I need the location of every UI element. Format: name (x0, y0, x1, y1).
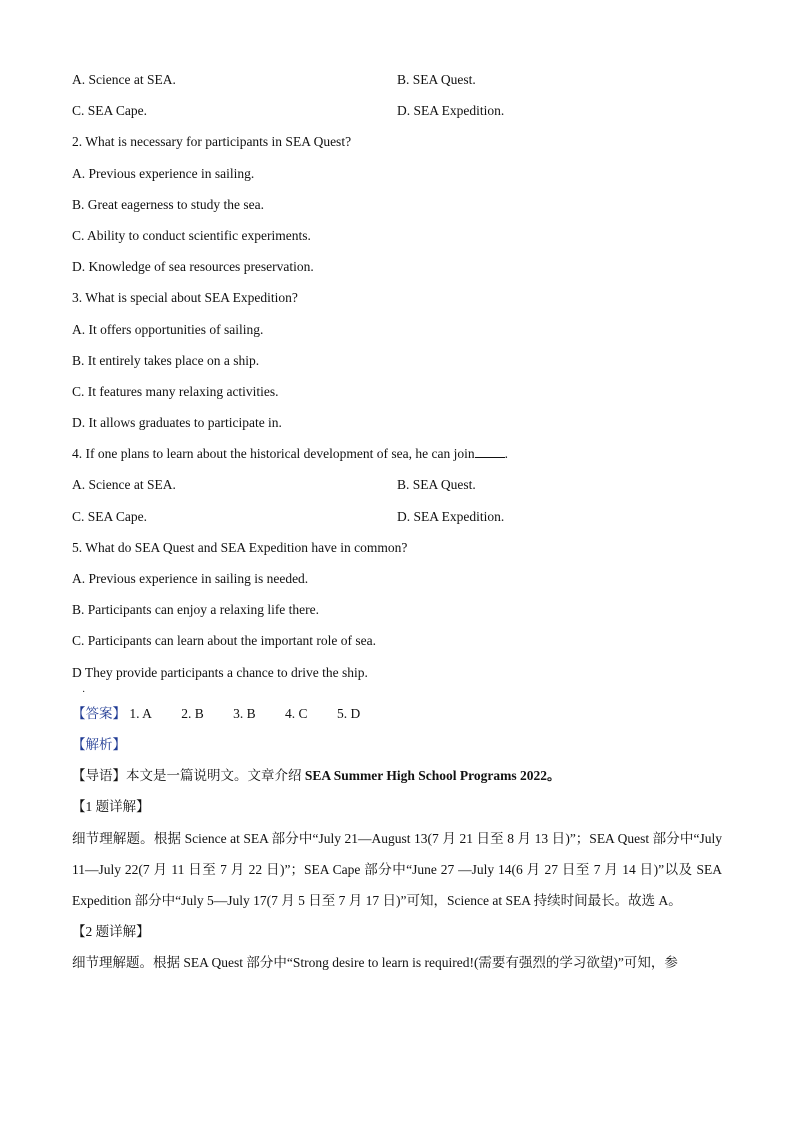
q5-option-d: D They provide participants a chance to drive the ship. (72, 664, 368, 680)
q3-option-c: C. It features many relaxing activities. (72, 383, 279, 399)
q2-question: 2. What is necessary for participants in SEA Quest? (72, 134, 352, 150)
stray-dot: · (82, 686, 86, 698)
q2-option-b: B. Great eagerness to study the sea. (72, 196, 264, 212)
q1-option-a: A. Science at SEA. (72, 72, 176, 87)
detail2-heading: 【2 题详解】 (72, 924, 150, 940)
answer-item-3: 3. B (233, 705, 256, 721)
detail1-heading: 【1 题详解】 (72, 799, 150, 815)
document-page (72, 64, 732, 979)
q4-question-text: 4. If one plans to learn about the historical development of sea, he can join (72, 446, 475, 462)
q1-options-row-1 (72, 64, 732, 95)
guide-text: 本文是一篇说明文。文章介绍 (126, 768, 305, 784)
analysis-heading (72, 729, 732, 760)
q3-option-b: B. It entirely takes place on a ship. (72, 352, 260, 368)
q3-question: 3. What is special about SEA Expedition? (72, 290, 298, 306)
detail2-paragraph: 细节理解题。根据 SEA Quest 部分中“Strong desire to learn is required!(需要有强烈的学习欲望)”可知，参 (72, 955, 678, 971)
q4-blank (475, 445, 505, 458)
q1-option-c: C. SEA Cape. (72, 103, 148, 119)
guide-tag: 【导语】 (72, 768, 126, 784)
q4-question-end: . (504, 446, 508, 462)
answer-tag: 【答案】 (72, 705, 126, 721)
q4-options-row-2 (72, 501, 732, 532)
q4-options-row-1 (72, 469, 732, 500)
q5-option-b: B. Participants can enjoy a relaxing life there. (72, 602, 320, 618)
q5-option-a: A. Previous experience in sailing is needed. (72, 571, 309, 586)
answer-item-2: 2. B (181, 705, 204, 721)
answer-line (72, 698, 732, 729)
q3-option-d: D. It allows graduates to participate in. (72, 415, 282, 431)
q4-option-b: B. SEA Quest. (397, 477, 476, 493)
answer-item-1: 1. A (129, 705, 152, 721)
answer-item-4: 4. C (285, 705, 308, 721)
guide-bold-title: SEA Summer High School Programs 2022 (304, 768, 548, 784)
q1-options-row-2 (72, 95, 732, 126)
q4-question (72, 438, 732, 469)
q4-option-c: C. SEA Cape. (72, 508, 148, 524)
guide-end: 。 (547, 768, 561, 784)
q4-option-a: A. Science at SEA. (72, 477, 176, 493)
q2-option-c: C. Ability to conduct scientific experiments. (72, 227, 311, 243)
detail1-paragraph: 细节理解题。根据 Science at SEA 部分中“July 21—August 13(7 月 21 日至 8 月 13 日)”；SEA Quest 部分中“July 11—July 22(7 月 11 日至 7 月 22 日)”；SEA Cape 部分中“June 27 —July 14(6 月 27 日至 7 月 14 日)”以及 SEA Expedition 部分中“July 5—July 17(7 月 5 日至 7 月 17 日)”可知，Science at SEA 持续时间最长。故选 A。 (72, 830, 722, 908)
answer-item-5: 5. D (336, 705, 361, 721)
q4-option-d: D. SEA Expedition. (397, 508, 505, 524)
analysis-tag: 【解析】 (72, 736, 126, 752)
q5-question: 5. What do SEA Quest and SEA Expedition have in common? (72, 539, 408, 555)
q2-option-d: D. Knowledge of sea resources preservation. (72, 259, 314, 275)
q3-option-a: A. It offers opportunities of sailing. (72, 321, 264, 337)
q1-option-b: B. SEA Quest. (397, 72, 476, 87)
q5-option-c: C. Participants can learn about the important role of sea. (72, 633, 377, 649)
q2-option-a: A. Previous experience in sailing. (72, 165, 255, 181)
guide-line (72, 760, 732, 791)
q1-option-d: D. SEA Expedition. (397, 103, 505, 119)
